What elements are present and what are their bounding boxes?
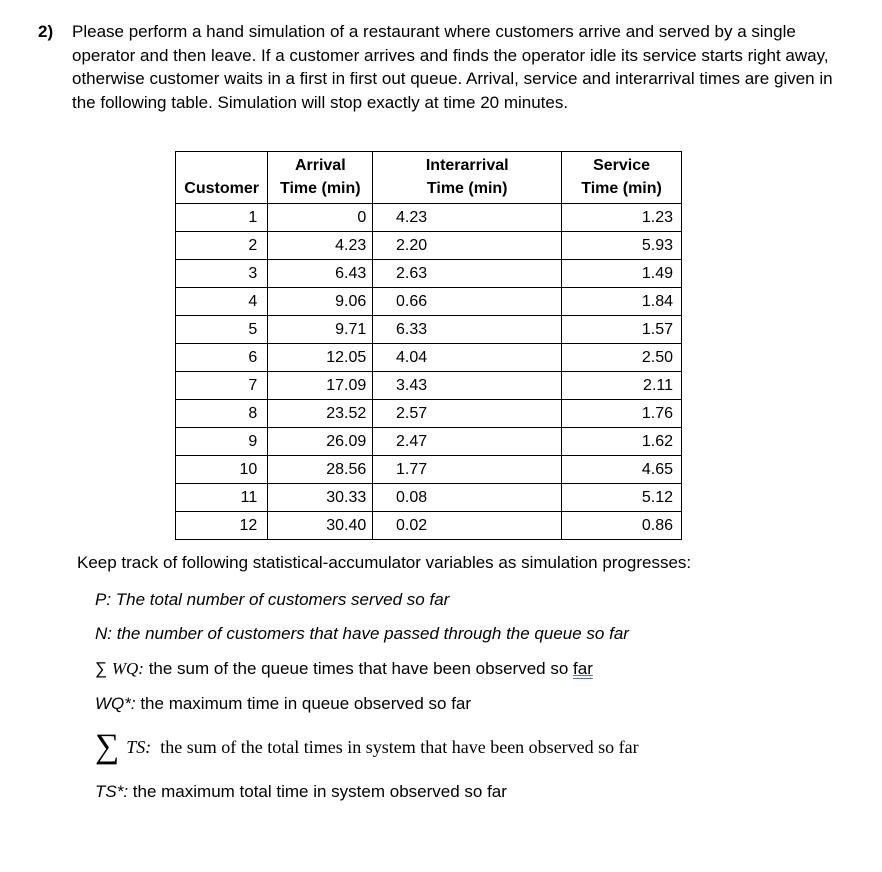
variable-wq-star xyxy=(95,694,471,714)
cell-arrival-time: 9.71 xyxy=(268,316,373,344)
cell-interarrival-time: 2.63 xyxy=(373,260,562,288)
cell-arrival-time: 9.06 xyxy=(268,288,373,316)
header-service-time: Service Time (min) xyxy=(562,152,682,204)
cell-customer: 1 xyxy=(176,204,268,232)
variable-sum-wq-name: WQ: xyxy=(111,659,144,678)
cell-customer: 7 xyxy=(176,372,268,400)
variable-n: N: the number of customers that have passed through the queue so far xyxy=(95,624,629,643)
cell-interarrival-time: 2.47 xyxy=(373,428,562,456)
variable-sum-ts-name: TS: xyxy=(126,736,152,757)
cell-interarrival-time: 0.66 xyxy=(373,288,562,316)
variable-wq-star-desc: the maximum time in queue observed so far xyxy=(135,694,472,713)
table-row xyxy=(176,288,682,316)
cell-arrival-time: 30.40 xyxy=(268,512,373,540)
cell-interarrival-time: 0.02 xyxy=(373,512,562,540)
header-customer: Customer xyxy=(176,152,268,204)
cell-customer: 2 xyxy=(176,232,268,260)
cell-arrival-time: 26.09 xyxy=(268,428,373,456)
variable-ts-star-desc: the maximum total time in system observed so far xyxy=(128,782,507,801)
cell-interarrival-time: 2.57 xyxy=(373,400,562,428)
sigma-symbol: ∑ xyxy=(95,728,120,765)
cell-customer: 11 xyxy=(176,484,268,512)
variable-sum-ts-desc: the sum of the total times in system that have been observed so far xyxy=(151,736,639,757)
header-interarrival-time: Interarrival Time (min) xyxy=(373,152,562,204)
cell-interarrival-time: 2.20 xyxy=(373,232,562,260)
cell-interarrival-time: 6.33 xyxy=(373,316,562,344)
cell-service-time: 2.11 xyxy=(562,372,682,400)
cell-service-time: 1.49 xyxy=(562,260,682,288)
cell-interarrival-time: 4.04 xyxy=(373,344,562,372)
table-row xyxy=(176,204,682,232)
variable-sum-wq-desc: the sum of the queue times that have been observed so xyxy=(143,659,574,678)
simulation-data-table xyxy=(175,151,682,540)
variable-p: P: The total number of customers served so far xyxy=(95,590,450,609)
variable-sum-ts xyxy=(95,728,639,765)
table-body xyxy=(176,204,682,540)
cell-arrival-time: 28.56 xyxy=(268,456,373,484)
cell-customer: 10 xyxy=(176,456,268,484)
table-row xyxy=(176,372,682,400)
cell-arrival-time: 4.23 xyxy=(268,232,373,260)
cell-service-time: 1.57 xyxy=(562,316,682,344)
cell-interarrival-time: 4.23 xyxy=(373,204,562,232)
table-row xyxy=(176,344,682,372)
question-number: 2) xyxy=(38,22,54,41)
table-row xyxy=(176,456,682,484)
cell-customer: 4 xyxy=(176,288,268,316)
cell-service-time: 1.76 xyxy=(562,400,682,428)
cell-customer: 6 xyxy=(176,344,268,372)
header-arrival-time: Arrival Time (min) xyxy=(268,152,373,204)
table-row xyxy=(176,512,682,540)
cell-service-time: 1.84 xyxy=(562,288,682,316)
question-block xyxy=(38,20,858,114)
accumulator-intro: Keep track of following statistical-accumulator variables as simulation progresses: xyxy=(77,553,692,572)
table-row xyxy=(176,400,682,428)
cell-customer: 8 xyxy=(176,400,268,428)
cell-customer: 9 xyxy=(176,428,268,456)
cell-arrival-time: 0 xyxy=(268,204,373,232)
cell-service-time: 5.93 xyxy=(562,232,682,260)
table-row xyxy=(176,232,682,260)
cell-service-time: 5.12 xyxy=(562,484,682,512)
table-row xyxy=(176,260,682,288)
cell-service-time: 1.62 xyxy=(562,428,682,456)
table-header-row xyxy=(176,152,682,204)
variable-ts-star xyxy=(95,782,507,802)
cell-arrival-time: 6.43 xyxy=(268,260,373,288)
question-text: Please perform a hand simulation of a restaurant where customers arrive and served by a single operator and then leave. If a customer arrives and finds the operator idle its service starts right away, otherwise customer waits in a first in first out queue. Arrival, service and interarrival times are given in the following table. Simulation will stop exactly at time 20 minutes. xyxy=(72,22,833,112)
table-row xyxy=(176,428,682,456)
cell-service-time: 4.65 xyxy=(562,456,682,484)
cell-arrival-time: 23.52 xyxy=(268,400,373,428)
cell-service-time: 1.23 xyxy=(562,204,682,232)
cell-interarrival-time: 0.08 xyxy=(373,484,562,512)
table-row xyxy=(176,484,682,512)
sigma-symbol: ∑ xyxy=(95,659,108,678)
spellcheck-word: far xyxy=(573,659,593,678)
table-row xyxy=(176,316,682,344)
cell-arrival-time: 17.09 xyxy=(268,372,373,400)
cell-arrival-time: 12.05 xyxy=(268,344,373,372)
cell-arrival-time: 30.33 xyxy=(268,484,373,512)
cell-service-time: 2.50 xyxy=(562,344,682,372)
variable-ts-star-name: TS*: xyxy=(95,782,129,801)
cell-customer: 5 xyxy=(176,316,268,344)
cell-customer: 3 xyxy=(176,260,268,288)
cell-interarrival-time: 3.43 xyxy=(373,372,562,400)
cell-customer: 12 xyxy=(176,512,268,540)
cell-interarrival-time: 1.77 xyxy=(373,456,562,484)
cell-service-time: 0.86 xyxy=(562,512,682,540)
variable-wq-star-name: WQ*: xyxy=(95,694,136,713)
variable-sum-wq xyxy=(95,659,593,679)
